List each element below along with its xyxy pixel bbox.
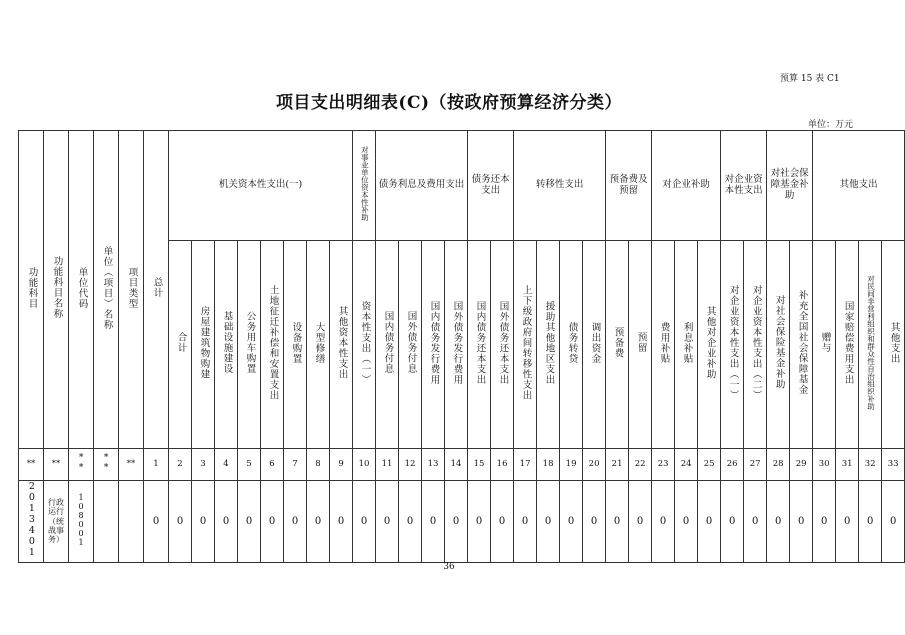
column-number: 15 [468, 449, 491, 481]
expenditure-table [18, 130, 905, 563]
subheader-cell: 房屋建筑物购建 [192, 241, 215, 449]
subheader-cell: 国外债务发行费用 [445, 241, 468, 449]
value-cell: 0 [376, 481, 399, 563]
column-number: 26 [721, 449, 744, 481]
column-number: 30 [813, 449, 836, 481]
column-mark: ** [44, 449, 69, 481]
column-number: 17 [514, 449, 537, 481]
value-cell: 0 [537, 481, 560, 563]
column-number: 9 [330, 449, 353, 481]
subheader-cell: 其他支出 [882, 241, 905, 449]
subheader-cell: 对企业资本性支出（二） [744, 241, 767, 449]
group-header: 转移性支出 [514, 131, 606, 241]
column-number: 31 [836, 449, 859, 481]
subheader-cell: 债务转贷 [560, 241, 583, 449]
cell-unit-name [94, 481, 119, 563]
value-cell: 0 [330, 481, 353, 563]
document-title: 项目支出明细表(C)（按政府预算经济分类） [275, 93, 623, 113]
value-cell: 0 [859, 481, 882, 563]
group-header: 对企业补助 [652, 131, 721, 241]
column-number: 28 [767, 449, 790, 481]
group-header: 债务利息及费用支出 [376, 131, 468, 241]
header-total: 总计 [144, 131, 169, 449]
value-cell: 0 [422, 481, 445, 563]
header-subject-code: 功能科目 [19, 131, 44, 449]
subheader-cell: 其他资本性支出 [330, 241, 353, 449]
subheader-cell: 合计 [169, 241, 192, 449]
subheader-cell: 基础设施建设 [215, 241, 238, 449]
group-header: 其他支出 [813, 131, 905, 241]
column-number: 12 [399, 449, 422, 481]
column-number: 23 [652, 449, 675, 481]
subheader-cell: 费用补贴 [652, 241, 675, 449]
column-number: 32 [859, 449, 882, 481]
column-number: 33 [882, 449, 905, 481]
value-cell: 0 [721, 481, 744, 563]
column-mark: ** [119, 449, 144, 481]
value-cell: 0 [261, 481, 284, 563]
column-number: 1 [144, 449, 169, 481]
value-cell: 0 [445, 481, 468, 563]
value-cell: 0 [606, 481, 629, 563]
value-cell: 0 [698, 481, 721, 563]
unit-label: 单位：万元 [808, 120, 854, 130]
group-header: 对社会保障基金补助 [767, 131, 813, 241]
subheader-cell: 预备费 [606, 241, 629, 449]
value-cell: 0 [468, 481, 491, 563]
column-number: 6 [261, 449, 284, 481]
value-cell: 0 [514, 481, 537, 563]
page-number: 36 [443, 562, 455, 572]
group-header: 机关资本性支出(一) [169, 131, 353, 241]
group-header: 对企业资本性支出 [721, 131, 767, 241]
group-header: 预备费及预留 [606, 131, 652, 241]
column-mark: ** [19, 449, 44, 481]
value-cell: 0 [836, 481, 859, 563]
value-cell: 0 [169, 481, 192, 563]
column-number: 16 [491, 449, 514, 481]
group-header: 债务还本支出 [468, 131, 514, 241]
subheader-cell: 国内债务还本支出 [468, 241, 491, 449]
value-cell: 0 [399, 481, 422, 563]
cell-subject-code: 2013401 [19, 481, 44, 563]
subheader-cell: 土地征迁补偿和安置支出 [261, 241, 284, 449]
value-cell: 0 [144, 481, 169, 563]
column-number: 29 [790, 449, 813, 481]
value-cell: 0 [652, 481, 675, 563]
column-number: 5 [238, 449, 261, 481]
header-unit-name: 单位（项目）名称 [94, 131, 119, 449]
cell-project-type [119, 481, 144, 563]
column-number: 11 [376, 449, 399, 481]
column-number: 4 [215, 449, 238, 481]
subheader-cell: 设备购置 [284, 241, 307, 449]
value-cell: 0 [767, 481, 790, 563]
value-cell: 0 [560, 481, 583, 563]
subheader-cell: 国家赔偿费用支出 [836, 241, 859, 449]
subheader-cell: 大型修缮 [307, 241, 330, 449]
value-cell: 0 [192, 481, 215, 563]
value-cell: 0 [583, 481, 606, 563]
subheader-cell: 利息补贴 [675, 241, 698, 449]
subheader-cell: 预留 [629, 241, 652, 449]
value-cell: 0 [744, 481, 767, 563]
subheader-cell: 上下级政府间转移性支出 [514, 241, 537, 449]
header-project-type: 项目类型 [119, 131, 144, 449]
subheader-cell: 对社会保险基金补助 [767, 241, 790, 449]
column-number: 22 [629, 449, 652, 481]
header-row-groups [19, 131, 905, 241]
column-number-row [19, 449, 905, 481]
column-number: 3 [192, 449, 215, 481]
header-unit-code: 单位代码 [69, 131, 94, 449]
value-cell: 0 [491, 481, 514, 563]
value-cell: 0 [238, 481, 261, 563]
column-mark: ** [69, 449, 94, 481]
value-cell: 0 [353, 481, 376, 563]
value-cell: 0 [629, 481, 652, 563]
column-number: 13 [422, 449, 445, 481]
column-number: 10 [353, 449, 376, 481]
cell-subject-name: 行政运行（统战事务） [44, 481, 69, 563]
column-number: 7 [284, 449, 307, 481]
header-subject-name: 功能科目名称 [44, 131, 69, 449]
subheader-cell: 公务用车购置 [238, 241, 261, 449]
column-number: 18 [537, 449, 560, 481]
subheader-cell: 补充全国社会保障基金 [790, 241, 813, 449]
column-mark: ** [94, 449, 119, 481]
subheader-cell: 国外债务还本支出 [491, 241, 514, 449]
column-number: 14 [445, 449, 468, 481]
table-row [19, 481, 905, 563]
subheader-cell: 对企业资本性支出（一） [721, 241, 744, 449]
column-number: 8 [307, 449, 330, 481]
cell-unit-code: 108001 [69, 481, 94, 563]
subheader-cell: 赠与 [813, 241, 836, 449]
column-number: 24 [675, 449, 698, 481]
column-number: 20 [583, 449, 606, 481]
subheader-cell: 资本性支出（一） [353, 241, 376, 449]
value-cell: 0 [215, 481, 238, 563]
column-number: 2 [169, 449, 192, 481]
value-cell: 0 [882, 481, 905, 563]
group-header: 对事业单位资本性补助 [353, 131, 376, 241]
column-number: 21 [606, 449, 629, 481]
column-number: 25 [698, 449, 721, 481]
value-cell: 0 [307, 481, 330, 563]
column-number: 27 [744, 449, 767, 481]
value-cell: 0 [813, 481, 836, 563]
subheader-cell: 对民间非营利组织和群众性自治组织补助 [859, 241, 882, 449]
subheader-cell: 国内债务付息 [376, 241, 399, 449]
subheader-cell: 调出资金 [583, 241, 606, 449]
value-cell: 0 [284, 481, 307, 563]
form-code: 预算 15 表 C1 [780, 74, 840, 84]
subheader-cell: 国外债务付息 [399, 241, 422, 449]
column-number: 19 [560, 449, 583, 481]
value-cell: 0 [790, 481, 813, 563]
subheader-cell: 援助其他地区支出 [537, 241, 560, 449]
value-cell: 0 [675, 481, 698, 563]
subheader-cell: 其他对企业补助 [698, 241, 721, 449]
subheader-cell: 国内债务发行费用 [422, 241, 445, 449]
